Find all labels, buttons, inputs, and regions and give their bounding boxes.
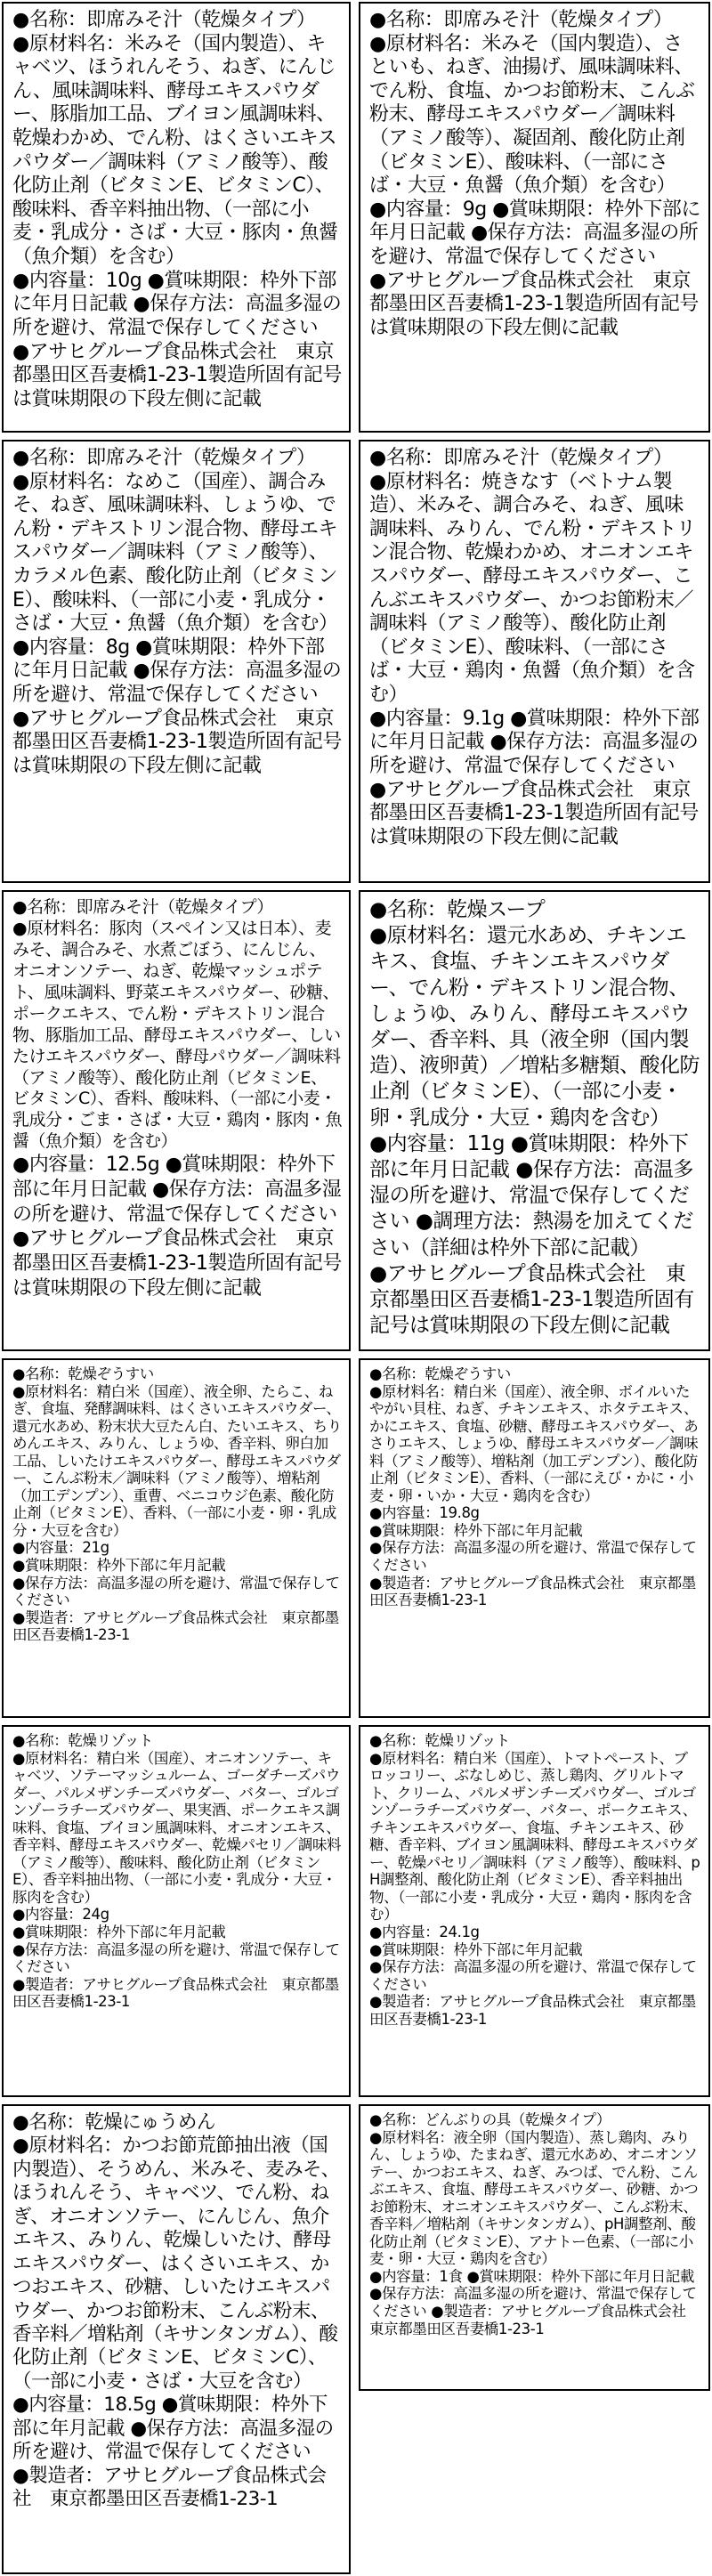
content-expiry-storage: ●内容量：11g ●賞味期限：枠外下部に年月日記載 ●保存方法：高温多湿の所を避け、常温で保存してください ●調理方法：熱湯を加えてください（詳細は枠外下部に記載） bbox=[369, 1131, 693, 1260]
expiry: ●賞味期限：枠外下部に年月記載 bbox=[369, 1940, 583, 1958]
storage: ●保存方法：高温多湿の所を避け、常温で保存してください bbox=[12, 1574, 340, 1609]
content: ●内容量：19.8g bbox=[369, 1504, 480, 1522]
product-name: ●名称：即席みそ汁（乾燥タイプ） bbox=[12, 447, 316, 469]
manufacturer: ●製造者：アサヒグループ食品株式会社 東京都墨田区吾妻橋1-23-1 bbox=[12, 1608, 339, 1644]
product-name: ●名称：即席みそ汁（乾燥タイプ） bbox=[12, 9, 316, 31]
content-expiry-storage: ●内容量：12.5g ●賞味期限：枠外下部に年月日記載 ●保存方法：高温多湿の所を避け、常温で保存してください bbox=[12, 1154, 342, 1226]
label-panel-miso-2 bbox=[359, 2, 710, 433]
ingredients: ●原材料名：米みそ（国内製造）、さといも、ねぎ、油揚げ、風味調味料、でん粉、食塩、かつお節粉末、こんぶ粉末、酵母エキスパウダー／調味料（アミノ酸等）、凝固剤、酸化防止剤（ビタミンE）、酸味料、（一部にさば・大豆・魚醤（魚介類）を含む） bbox=[369, 32, 695, 198]
ingredients: ●原材料名：米みそ（国内製造）、キャベツ、ほうれんそう、ねぎ、にんじん、風味調味料、酵母エキスパウダー、豚脂加工品、ブイヨン風調味料、乾燥わかめ、でん粉、はくさいエキスパウダー／調味料（アミノ酸等）、酸化防止剤（ビタミンE、ビタミンC）、酸味料、香辛料抽出物、（一部に小麦・乳成分・さば・大豆・豚肉・魚醤（魚介類）を含む） bbox=[12, 32, 338, 269]
content-expiry-storage: ●内容量：9g ●賞味期限：枠外下部に年月日記載 ●保存方法：高温多湿の所を避け、常温で保存してください bbox=[369, 198, 700, 269]
content-expiry-storage: ●内容量：1食 ●賞味期限：枠外下部に年月日記載 ●保存方法：高温多湿の所を避け、常温で保存してください ●製造者：アサヒグループ食品株式会社 東京都墨田区吾妻橋1-23-1 bbox=[369, 2267, 700, 2337]
ingredients: ●原材料名：かつお節荒節抽出液（国内製造）、そうめん、米みそ、麦みそ、ほうれんそう、キャベツ、でん粉、ねぎ、オニオンソテー、にんじん、魚介エキス、みりん、乾燥しいたけ、酵母エキスパウダー、はくさいエキス、かつおエキス、砂糖、しいたけエキスパウダー、かつお節粉末、こんぶ粉末、香辛料／増粘剤（キサンタンガム）、酸化防止剤（ビタミンE、ビタミンC）、（一部に小麦・さば・大豆を含む） bbox=[12, 2135, 340, 2393]
manufacturer: ●製造者：アサヒグループ食品株式会社 東京都墨田区吾妻橋1-23-1 bbox=[12, 1975, 339, 2011]
manufacturer: ●製造者：アサヒグループ食品株式会社 東京都墨田区吾妻橋1-23-1 bbox=[12, 2464, 327, 2510]
expiry: ●賞味期限：枠外下部に年月記載 bbox=[12, 1557, 226, 1575]
manufacturer: ●アサヒグループ食品株式会社 東京都墨田区吾妻橋1-23-1製造所固有記号は賞味期限の下段左側に記載 bbox=[12, 1227, 342, 1300]
label-panel-risotto-1 bbox=[2, 1725, 351, 2097]
content: ●内容量：24.1g bbox=[369, 1924, 480, 1941]
content: ●内容量：21g bbox=[12, 1539, 109, 1557]
expiry: ●賞味期限：枠外下部に年月記載 bbox=[12, 1924, 226, 1941]
manufacturer: ●アサヒグループ食品株式会社 東京都墨田区吾妻橋1-23-1製造所固有記号は賞味期限の下段左側に記載 bbox=[369, 1261, 694, 1338]
ingredients: ●原材料名：精白米（国産）、液全卵、たらこ、ねぎ、食塩、発酵調味料、はくさいエキスパウダー、還元水あめ、粉末状大豆たん白、たいエキス、ちりめんエキス、みりん、しょうゆ、香辛料、卵白加工品、しいたけエキスパウダー、酵母エキスパウダー、こんぶ粉末／調味料（アミノ酸等）、増粘剤（加工デンプン）、重曹、ベニコウジ色素、酸化防止剤（ビタミンE）、香料、（一部に小麦・卵・乳成分・大豆を含む） bbox=[12, 1382, 342, 1539]
content-expiry-storage: ●内容量：9.1g ●賞味期限：枠外下部に年月日記載 ●保存方法：高温多湿の所を避け、常温で保存してください bbox=[369, 707, 700, 777]
label-panel-miso-5 bbox=[2, 890, 351, 1351]
content-expiry-storage: ●内容量：18.5g ●賞味期限：枠外下部に年月記載 ●保存方法：高温多湿の所を避け、常温で保存してください bbox=[12, 2394, 334, 2464]
manufacturer: ●アサヒグループ食品株式会社 東京都墨田区吾妻橋1-23-1製造所固有記号は賞味期限の下段左側に記載 bbox=[369, 269, 699, 339]
ingredients: ●原材料名：還元水あめ、チキンエキス、食塩、チキンエキスパウダー、でん粉・デキストリン混合物、しょうゆ、みりん、酵母エキスパウダー、香辛料、具（液全卵（国内製造）、液卵黄）／増粘多糖類、酸化防止剤（ビタミンE）、（一部に小麦・卵・乳成分・大豆・鶏肉を含む） bbox=[369, 924, 700, 1130]
ingredients: ●原材料名：液全卵（国内製造）、蒸し鶏肉、みりん、しょうゆ、たまねぎ、還元水あめ、オニオンソテー、かつおエキス、ねぎ、みつば、でん粉、こんぶエキス、食塩、酵母エキスパウダー、砂糖、かつお節粉末、オニオンエキスパウダー、こんぶ粉末、香辛料／増粘剤（キサンタンガム）、pH調整剤、酸化防止剤（ビタミンE）、アナトー色素、（一部に小麦・卵・大豆・鶏肉を含む） bbox=[369, 2128, 699, 2268]
label-panel-nyumen bbox=[2, 2104, 351, 2574]
label-panel-soup bbox=[359, 890, 710, 1351]
product-name: ●名称：乾燥ぞうすい bbox=[12, 1365, 154, 1382]
ingredients: ●原材料名：精白米（国産）、トマトペースト、ブロッコリー、ぶなしめじ、蒸し鶏肉、グリルトマト、クリーム、パルメザンチーズパウダー、ゴルゴンゾーラチーズパウダー、バター、ポークエキス、チキンエキスパウダー、食塩、チキンエキス、砂糖、香辛料、ブイヨン風調味料、酵母エキスパウダー、乾燥パセリ／調味料（アミノ酸等）、酸味料、pH調整剤、酸化防止剤（ビタミンE）、香辛料抽出物、（一部に小麦・乳成分・大豆・鶏肉・豚肉を含む） bbox=[369, 1749, 700, 1924]
label-panel-zosui-2 bbox=[359, 1358, 710, 1718]
label-panel-miso-4 bbox=[359, 440, 710, 883]
label-panel-miso-1 bbox=[2, 2, 351, 433]
product-name: ●名称：どんぶりの具（乾燥タイプ） bbox=[369, 2111, 611, 2128]
label-panel-risotto-2 bbox=[359, 1725, 710, 2097]
ingredients: ●原材料名：焼きなす（ベトナム製造）、米みそ、調合みそ、ねぎ、風味調味料、みりん、でん粉・デキストリン混合物、乾燥わかめ、オニオンエキスパウダー、酵母エキスパウダー、こんぶエキスパウダー、かつお節粉末／調味料（アミノ酸等）、酸化防止剤（ビタミンE）、酸味料、（一部にさば・大豆・鶏肉・魚醤（魚介類）を含む） bbox=[369, 470, 696, 707]
ingredients: ●原材料名：豚肉（スペイン又は日本）、麦みそ、調合みそ、水煮ごぼう、にんじん、オニオンソテー、ねぎ、乾燥マッシュポテト、風味調料、野菜エキスパウダー、砂糖、ポークエキス、でん粉・デキストリン混合物、豚脂加工品、酵母エキスパウダー、しいたけエキスパウダー、酵母パウダー／調味料（アミノ酸等）、酸化防止剤（ビタミンE、ビタミンC）、香料、酸味料、（一部に小麦・乳成分・ごま・さば・大豆・鶏肉・豚肉・魚醤（魚介類）を含む） bbox=[12, 918, 343, 1152]
product-name: ●名称：乾燥リゾット bbox=[369, 1732, 510, 1749]
manufacturer: ●製造者：アサヒグループ食品株式会社 東京都墨田区吾妻橋1-23-1 bbox=[369, 1993, 696, 2028]
ingredients: ●原材料名：なめこ（国産）、調合みそ、ねぎ、風味調味料、しょうゆ、でん粉・デキストリン混合物、酵母エキスパウダー／調味料（アミノ酸等）、カラメル色素、酸化防止剤（ビタミンE）、酸味料、（一部に小麦・乳成分・さば・大豆・魚醤（魚介類）を含む） bbox=[12, 470, 338, 636]
product-name: ●名称：乾燥リゾット bbox=[12, 1732, 153, 1749]
storage: ●保存方法：高温多湿の所を避け、常温で保存してください bbox=[369, 1958, 697, 1993]
storage: ●保存方法：高温多湿の所を避け、常温で保存してください bbox=[12, 1940, 340, 1976]
content-expiry-storage: ●内容量：8g ●賞味期限：枠外下部に年月日記載 ●保存方法：高温多湿の所を避け、常温で保存してください bbox=[12, 636, 342, 707]
product-name: ●名称：乾燥スープ bbox=[369, 898, 546, 921]
label-panel-miso-3 bbox=[2, 440, 351, 883]
product-name: ●名称：乾燥にゅうめん bbox=[12, 2111, 215, 2134]
manufacturer: ●アサヒグループ食品株式会社 東京都墨田区吾妻橋1-23-1製造所固有記号は賞味期限の下段左側に記載 bbox=[12, 707, 342, 777]
product-name: ●名称：即席みそ汁（乾燥タイプ） bbox=[369, 9, 673, 31]
content-expiry-storage: ●内容量：10g ●賞味期限：枠外下部に年月日記載 ●保存方法：高温多湿の所を避け、常温で保存してください bbox=[12, 269, 342, 339]
product-name: ●名称：即席みそ汁（乾燥タイプ） bbox=[12, 897, 273, 917]
storage: ●保存方法：高温多湿の所を避け、常温で保存してください bbox=[369, 1539, 697, 1575]
expiry: ●賞味期限：枠外下部に年月記載 bbox=[369, 1521, 583, 1539]
ingredients: ●原材料名：精白米（国産）、液全卵、ボイルいたやがい貝柱、ねぎ、チキンエキス、ホタテエキス、かにエキス、食塩、砂糖、酵母エキスパウダー、あさりエキス、しょうゆ、酵母エキスパウダー／調味料（アミノ酸等）、増粘剤（加工デンプン）、酸化防止剤（ビタミンE）、香料、（一部にえび・かに・小麦・卵・いか・大豆・鶏肉を含む） bbox=[369, 1382, 699, 1504]
content: ●内容量：24g bbox=[12, 1906, 109, 1924]
manufacturer: ●アサヒグループ食品株式会社 東京都墨田区吾妻橋1-23-1製造所固有記号は賞味期限の下段左側に記載 bbox=[12, 340, 342, 410]
manufacturer: ●製造者：アサヒグループ食品株式会社 東京都墨田区吾妻橋1-23-1 bbox=[369, 1574, 696, 1609]
ingredients: ●原材料名：精白米（国産）、オニオンソテー、キャベツ、ソテーマッシュルーム、ゴーダチーズパウダー、パルメザンチーズパウダー、バター、ゴルゴンゾーラチーズパウダー、果実酒、ポークエキス調味料、食塩、ブイヨン風調味料、オニオンエキス、香辛料、酵母エキスパウダー、乾燥パセリ／調味料（アミノ酸等）、酸味料、酸化防止剤（ビタミンE）、香辛料抽出物、（一部に小麦・乳成分・大豆・豚肉を含む） bbox=[12, 1749, 342, 1906]
label-panel-donburi bbox=[359, 2104, 710, 2391]
product-name: ●名称：乾燥ぞうすい bbox=[369, 1365, 511, 1382]
label-panel-zosui-1 bbox=[2, 1358, 351, 1718]
product-name: ●名称：即席みそ汁（乾燥タイプ） bbox=[369, 447, 673, 469]
manufacturer: ●アサヒグループ食品株式会社 東京都墨田区吾妻橋1-23-1製造所固有記号は賞味期限の下段左側に記載 bbox=[369, 778, 699, 848]
